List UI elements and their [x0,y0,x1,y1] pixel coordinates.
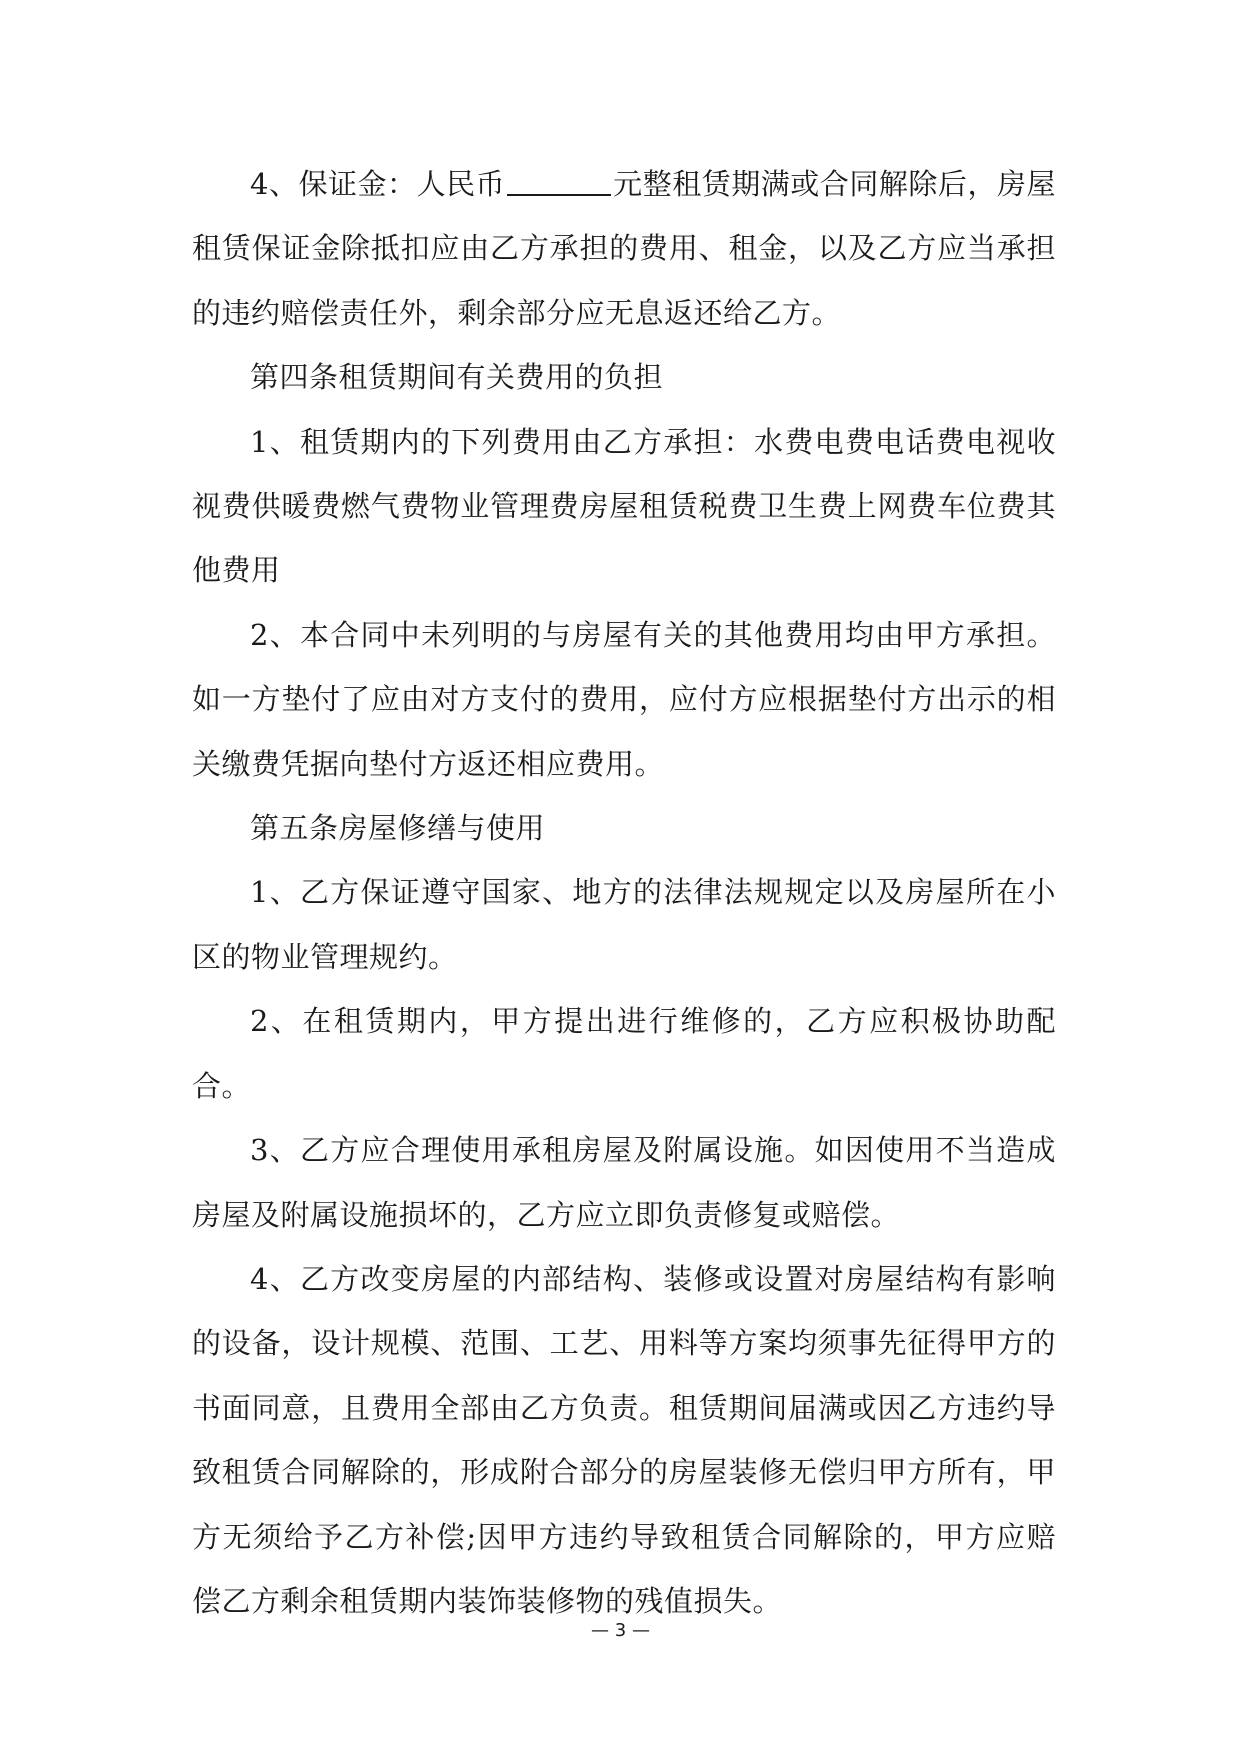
article-5-clause-2: 2、在租赁期内，甲方提出进行维修的，乙方应积极协助配合。 [192,1004,1056,1103]
deposit-text-before: 4、保证金：人民币 [250,167,506,201]
paragraph-deposit [192,152,1056,345]
document-body [192,152,1056,1633]
article-4-clause-2: 2、本合同中未列明的与房屋有关的其他费用均由甲方承担。如一方垫付了应由对方支付的费用，应付方应根据垫付方出示的相关缴费凭据向垫付方返还相应费用。 [192,617,1056,781]
article-5-clause-3: 3、乙方应合理使用承租房屋及附属设施。如因使用不当造成房屋及附属设施损坏的，乙方应立即负责修复或赔偿。 [192,1133,1056,1232]
deposit-text-after: 元整租赁期满或合同解除后，房屋租赁保证金除抵扣应由乙方承担的费用、租金，以及乙方应当承担的违约赔偿责任外，剩余部分应无息返还给乙方。 [192,167,1056,330]
article-5-clause-4: 4、乙方改变房屋的内部结构、装修或设置对房屋结构有影响的设备，设计规模、范围、工艺、用料等方案均须事先征得甲方的书面同意，且费用全部由乙方负责。租赁期间届满或因乙方违约导致租赁合同解除的，形成附合部分的房屋装修无偿归甲方所有，甲方无须给予乙方补偿;因甲方违约导致租赁合同解除的，甲方应赔偿乙方剩余租赁期内装饰装修物的残值损失。 [192,1261,1056,1618]
article-4-clause-1: 1、租赁期内的下列费用由乙方承担：水费电费电话费电视收视费供暖费燃气费物业管理费房屋租赁税费卫生费上网费车位费其他费用 [192,424,1056,588]
article-4-heading: 第四条租赁期间有关费用的负担 [250,360,664,395]
deposit-amount-blank [507,170,611,196]
page-number: — 3 — [591,1620,650,1641]
article-5-clause-1: 1、乙方保证遵守国家、地方的法律法规规定以及房屋所在小区的物业管理规约。 [192,875,1056,974]
article-5-heading: 第五条房屋修缮与使用 [250,811,546,846]
